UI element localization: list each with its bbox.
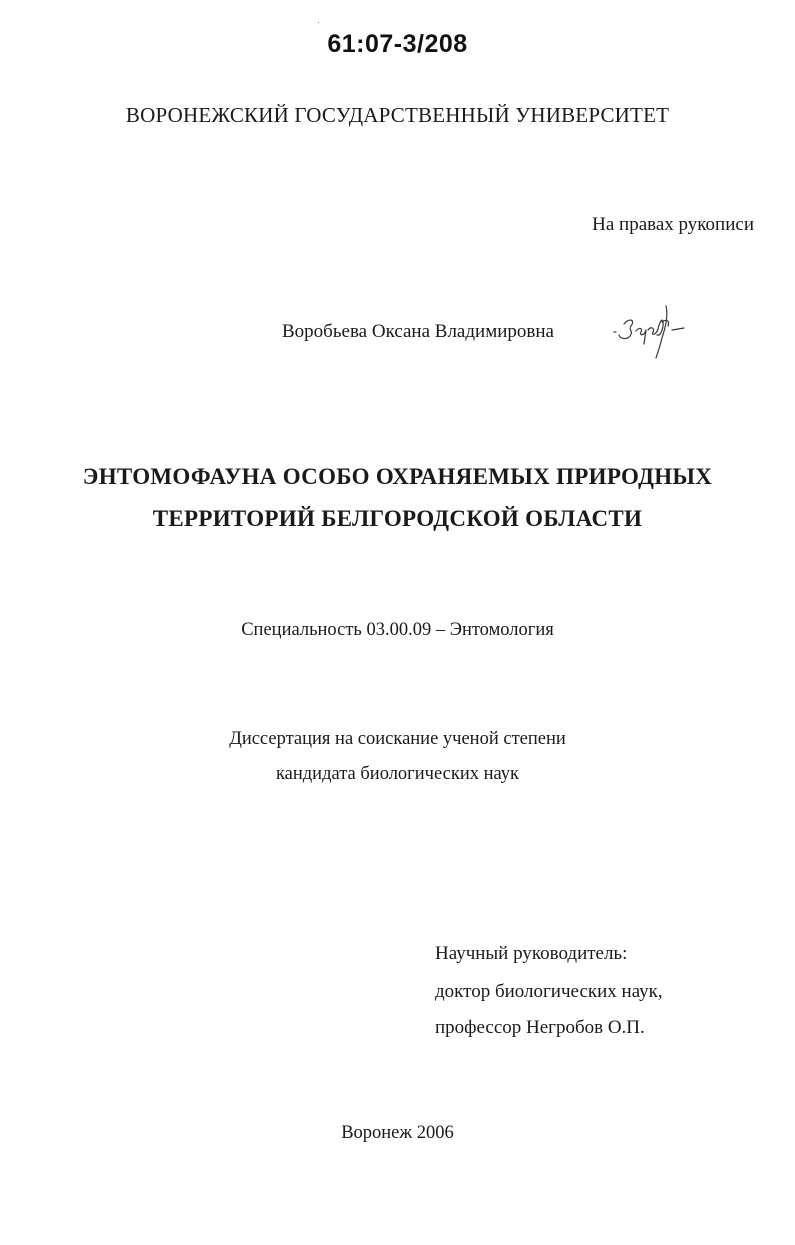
scan-speck xyxy=(318,22,319,23)
author-signature xyxy=(600,286,690,362)
supervisor-label: Научный руководитель: xyxy=(435,943,628,964)
dissertation-title-line-1: ЭНТОМОФАУНА ОСОБО ОХРАНЯЕМЫХ ПРИРОДНЫХ xyxy=(82,464,713,489)
university-name: ВОРОНЕЖСКИЙ ГОСУДАРСТВЕННЫЙ УНИВЕРСИТЕТ xyxy=(125,103,670,127)
dissertation-title-line-2: ТЕРРИТОРИЙ БЕЛГОРОДСКОЙ ОБЛАСТИ xyxy=(152,506,643,531)
degree-statement-line-2: кандидата биологических наук xyxy=(275,764,520,784)
supervisor-degree: доктор биологических наук, xyxy=(435,981,663,1002)
supervisor-name: профессор Негробов О.П. xyxy=(435,1017,645,1038)
author-name: Воробьева Оксана Владимировна xyxy=(282,321,554,342)
specialty: Специальность 03.00.09 – Энтомология xyxy=(241,620,554,640)
city-year: Воронеж 2006 xyxy=(341,1123,454,1143)
archive-code: 61:07-3/208 xyxy=(327,30,468,58)
rights-note: На правах рукописи xyxy=(592,214,754,235)
degree-statement-line-1: Диссертация на соискание ученой степени xyxy=(229,729,566,749)
